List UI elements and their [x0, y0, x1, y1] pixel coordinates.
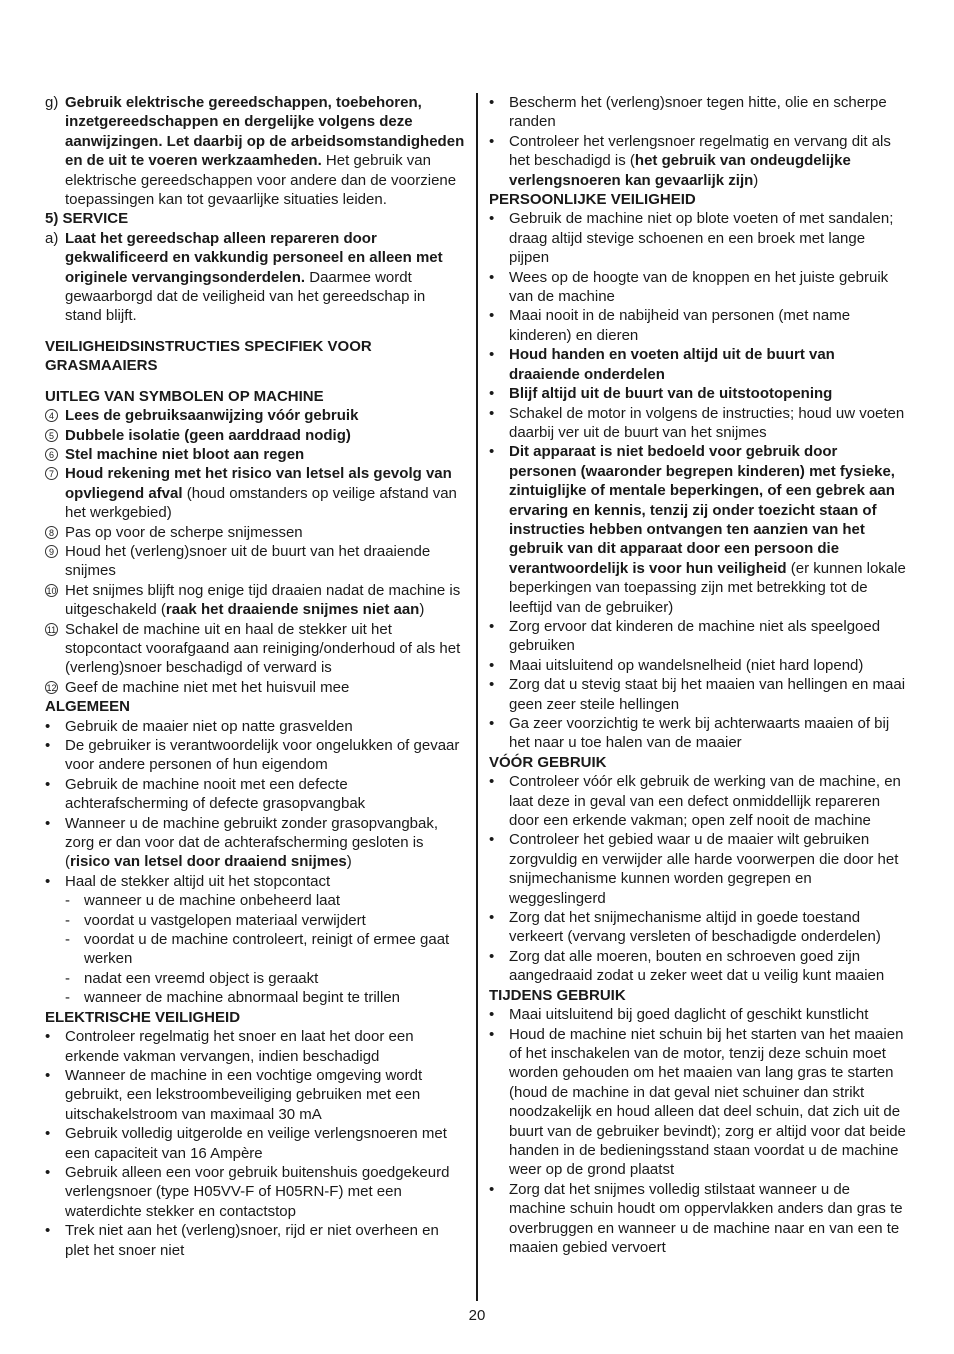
bullet-item	[45, 775, 465, 814]
service-heading: 5) SERVICE	[45, 210, 129, 228]
item-text: Bescherm het (verleng)snoer tegen hitte, olie en scherpe randen	[509, 94, 887, 131]
item-text: Zorg ervoor dat kinderen de machine niet als speelgoed gebruiken	[509, 617, 881, 655]
item-text: Controleer regelmatig het snoer en laat het door een erkende vakman vervangen, indien beschadigd	[65, 1028, 414, 1065]
item-bold: het gebruik van ondeugdelijke verlengsnoeren kan gevaarlijk zijn	[509, 152, 851, 189]
bullet-icon: •	[489, 307, 495, 325]
circled-number: 8	[45, 526, 58, 539]
item-bold: Dit apparaat is niet bedoeld voor gebruik door personen (waaronder begrepen kinderen) met fysieke, zintuiglijke of mentale beperkingen, of een gebrek aan ervaring en kennis, tenzij zij onder toezicht staan of instructies hebben ontvangen ten aanzien van het gebruik van dit apparaat door een persoon die verantwoordelijk is voor hun veiligheid	[509, 443, 895, 577]
bullet-item	[489, 268, 909, 307]
item-text: nadat een vreemd object is geraakt	[84, 969, 319, 987]
bullet-item	[45, 1066, 465, 1124]
item-text: Zorg dat alle moeren, bouten en schroeven goed zijn aangedraaid zodat u zeker weet dat u veilig kunt maaien	[509, 947, 885, 985]
item-text: Zorg dat het snijmechanisme altijd in goede toestand verkeert (vervang versleten of beschadigde onderdelen)	[509, 909, 881, 946]
item-text: Gebruik de maaier niet op natte grasvelden	[65, 717, 353, 735]
dash-icon: -	[65, 892, 70, 910]
algemeen-heading: ALGEMEEN	[45, 698, 131, 716]
bullet-item	[489, 772, 909, 830]
item-text: Maai nooit in de nabijheid van personen (met name kinderen) en dieren	[509, 307, 851, 344]
symbol-item	[45, 620, 465, 678]
circled-number: 11	[46, 624, 57, 635]
bullet-icon: •	[45, 1125, 51, 1143]
symbol-item	[45, 678, 465, 697]
item-text: Wanneer u de machine gebruikt zonder grasopvangbak, zorg er dan voor dat de achterafscherming gesloten is (	[65, 814, 439, 871]
item-text: Zorg dat het snijmes volledig stilstaat wanneer u de machine schuin houdt om oppervlakken anders dan gras te overbruggen en wanneer u de machine naar en van een te maaien gebied vervoert	[509, 1180, 903, 1256]
right-column	[489, 93, 909, 1257]
bullet-icon: •	[489, 268, 495, 286]
item-a	[45, 229, 465, 326]
item-text: Maai uitsluitend bij goed daglicht of geschikt kunstlicht	[509, 1006, 869, 1024]
bullet-item	[45, 1124, 465, 1163]
item-text: )	[419, 601, 425, 619]
bullet-icon: •	[489, 617, 495, 635]
bullet-item	[489, 656, 909, 675]
item-text: voordat u vastgelopen materiaal verwijdert	[84, 911, 366, 929]
circled-number: 12	[46, 682, 57, 693]
item-text: Ga zeer voorzichtig te werk bij achterwaarts maaien of bij het naar u toe halen van de maaier	[509, 715, 890, 752]
left-column	[45, 93, 465, 1260]
item-bold: raak het draaiende snijmes niet aan	[165, 601, 420, 619]
item-bold: Laat het gereedschap alleen repareren door gekwalificeerd en vakkundig personeel en alleen met originele vervangingsonderdelen.	[65, 229, 443, 286]
bullet-icon: •	[489, 773, 495, 791]
circled-number: 10	[46, 585, 57, 596]
bullet-item	[489, 306, 909, 345]
item-bold: Lees de gebruiksaanwijzing vóór gebruik	[65, 407, 359, 425]
elektrisch-heading: ELEKTRISCHE VEILIGHEID	[45, 1008, 241, 1026]
bullet-item	[489, 1025, 909, 1180]
symbol-item	[45, 445, 465, 464]
item-text: )	[346, 853, 352, 871]
item-text: Pas op voor de scherpe snijmessen	[65, 523, 303, 541]
bullet-icon: •	[489, 385, 495, 403]
item-bold: Dubbele isolatie (geen aarddraad nodig)	[65, 426, 351, 444]
bullet-icon: •	[45, 872, 51, 890]
bullet-item	[489, 93, 909, 132]
bullet-item	[489, 947, 909, 986]
item-text: Het snijmes blijft nog enige tijd draaien nadat de machine is uitgeschakeld (	[65, 581, 461, 619]
bullet-item	[489, 830, 909, 908]
bullet-icon: •	[489, 132, 495, 150]
item-text: Houd de machine niet schuin bij het starten van het maaien of het inschakelen van de motor, tenzij deze schuin moet worden gehouden om het maaien van lang gras te starten (houd de machine in dat geval niet schuiner dan strikt noodzakelijk en houd alleen dat deel schuin, dat zich uit de buurt van de gebruiker bevindt); zorg er altijd voor dat beide handen in de bedieningsstand staan voordat u de machine weer op de grond plaatst	[509, 1025, 906, 1179]
item-bold: risico van letsel door draaiend snijmes	[70, 853, 347, 871]
voor-heading: VÓÓR GEBRUIK	[489, 753, 607, 771]
bullet-item	[45, 1221, 465, 1260]
item-text: Geef de machine niet met het huisvuil mee	[65, 678, 350, 696]
symbol-item	[45, 581, 465, 620]
item-text: Daarmee wordt gewaarborgd dat de veiligheid van het gereedschap in stand blijft.	[65, 268, 426, 325]
bullet-icon: •	[45, 775, 51, 793]
bullet-item	[489, 617, 909, 656]
item-bold: Blijf altijd uit de buurt van de uitstootopening	[509, 385, 833, 403]
bullet-icon: •	[489, 715, 495, 732]
item-text: Trek niet aan het (verleng)snoer, rijd er niet overheen en plet het snoer niet	[65, 1222, 439, 1259]
persoonlijk-heading: PERSOONLIJKE VEILIGHEID	[489, 191, 696, 209]
item-marker: g)	[45, 94, 59, 111]
item-text: Gebruik de machine nooit met een defecte achterafscherming of defecte grasopvangbak	[65, 775, 366, 813]
bullet-icon: •	[489, 94, 495, 111]
circled-number: 7	[45, 467, 58, 480]
bullet-item	[489, 714, 909, 753]
bullet-item	[45, 814, 465, 872]
dash-icon: -	[65, 969, 70, 987]
page-number: 20	[468, 1307, 486, 1324]
bullet-icon: •	[45, 1066, 51, 1084]
item-text: Gebruik de machine niet op blote voeten of met sandalen; draag altijd stevige schoenen en een broek met lange pijpen	[509, 210, 894, 267]
bullet-icon: •	[45, 1163, 51, 1181]
bullet-icon: •	[489, 346, 495, 364]
bullet-item	[489, 345, 909, 384]
bullet-icon: •	[45, 717, 51, 735]
dash-item	[45, 930, 465, 969]
specific-heading: VEILIGHEIDSINSTRUCTIES SPECIFIEK VOOR GRASMAAIERS	[45, 337, 372, 375]
bullet-item	[489, 384, 909, 403]
circled-number: 6	[45, 448, 58, 461]
bullet-icon: •	[45, 1222, 51, 1240]
item-text: Maai uitsluitend op wandelsnelheid (niet hard lopend)	[509, 656, 864, 674]
bullet-item	[489, 442, 909, 617]
circled-number: 9	[45, 545, 58, 558]
symbol-item	[45, 523, 465, 542]
bullet-item	[489, 908, 909, 947]
item-text: Gebruik alleen een voor gebruik buitenshuis goedgekeurd verlengsnoer (type H05VV-F of H05RN-F) met een waterdichte stekker en contactstop	[65, 1163, 450, 1220]
item-g	[45, 93, 465, 209]
column-divider	[476, 93, 478, 1301]
bullet-icon: •	[489, 676, 495, 694]
bullet-icon: •	[489, 404, 495, 422]
bullet-icon: •	[489, 831, 495, 849]
item-text: wanneer u de machine onbeheerd laat	[84, 892, 341, 910]
item-text: Het gebruik van elektrische gereedschappen voor andere dan de voorziene toepassingen kan tot gevaarlijke situaties leiden.	[65, 152, 457, 209]
item-text: Controleer het verlengsnoer regelmatig en vervang dit als het beschadigd is (	[509, 132, 891, 170]
dash-icon: -	[65, 989, 70, 1007]
bullet-item	[489, 404, 909, 443]
bullet-item	[45, 1163, 465, 1221]
symbols-heading: UITLEG VAN SYMBOLEN OP MACHINE	[45, 387, 324, 405]
bullet-icon: •	[489, 1180, 495, 1198]
item-text: )	[753, 171, 759, 189]
item-text: Houd het (verleng)snoer uit de buurt van het draaiende snijmes	[65, 542, 431, 580]
bullet-icon: •	[489, 909, 495, 927]
item-text: Wanneer de machine in een vochtige omgeving wordt gebruikt, een lekstroombeveiliging gebruiken met een uitschakelstroom van maximaal 30 mA	[65, 1066, 423, 1123]
item-bold: Houd handen en voeten altijd uit de buurt van draaiende onderdelen	[509, 346, 835, 383]
item-text: (er kunnen lokale beperkingen van toepassing zijn met betrekking tot de leeftijd van de gebruiker)	[509, 559, 906, 616]
bullet-icon: •	[489, 947, 495, 965]
item-text: Controleer vóór elk gebruik de werking van de machine, en laat deze in geval van een defect onmiddellijk repareren door een erkende vakman; open zelf nooit de machine	[509, 773, 901, 830]
bullet-item	[45, 872, 465, 891]
bullet-item	[45, 717, 465, 736]
item-text: (houd omstanders op veilige afstand van het werkgebied)	[65, 484, 457, 522]
bullet-item	[489, 1005, 909, 1024]
item-marker: a)	[45, 229, 59, 247]
item-text: Zorg dat u stevig staat bij het maaien van hellingen en maai geen zeer steile hellingen	[509, 676, 906, 713]
circled-number: 4	[45, 409, 58, 422]
item-text: Wees op de hoogte van de knoppen en het juiste gebruik van de machine	[509, 268, 889, 306]
item-text: wanneer de machine abnormaal begint te trillen	[84, 989, 401, 1007]
bullet-item	[489, 1180, 909, 1258]
bullet-icon: •	[489, 1025, 495, 1043]
dash-icon: -	[65, 911, 70, 929]
symbol-item	[45, 426, 465, 445]
dash-item	[45, 969, 465, 988]
item-text: De gebruiker is verantwoordelijk voor ongelukken of gevaar voor andere personen of hun eigendom	[65, 737, 460, 774]
bullet-item	[489, 675, 909, 714]
bullet-icon: •	[489, 443, 495, 461]
item-bold: Houd rekening met het risico van letsel als gevolg van opvliegend afval	[65, 465, 452, 502]
item-text: voordat u de machine controleert, reinigt of ermee gaat werken	[84, 931, 450, 968]
item-bold: Stel machine niet bloot aan regen	[65, 445, 305, 463]
item-text: Schakel de machine uit en haal de stekker uit het stopcontact voorafgaand aan reiniging/onderhoud of als het (verleng)snoer beschadigd of verward is	[65, 620, 461, 677]
item-text: Gebruik volledig uitgerolde en veilige verlengsnoeren met een capaciteit van 16 Ampère	[65, 1125, 447, 1162]
dash-icon: -	[65, 931, 70, 949]
bullet-icon: •	[45, 814, 51, 832]
bullet-icon: •	[45, 737, 51, 754]
symbol-item	[45, 542, 465, 581]
symbol-item	[45, 406, 465, 425]
dash-item	[45, 988, 465, 1007]
bullet-item	[45, 736, 465, 775]
bullet-item	[489, 209, 909, 267]
item-text: Haal de stekker altijd uit het stopcontact	[65, 872, 331, 890]
circled-number: 5	[45, 429, 58, 442]
item-text: Schakel de motor in volgens de instructies; houd uw voeten daarbij ver uit de buurt van het snijmes	[509, 404, 905, 441]
item-bold: Gebruik elektrische gereedschappen, toebehoren, inzetgereedschappen en dergelijke volgens deze aanwijzingen. Let daarbij op de arbeidsomstandigheden en de uit te voeren werkzaamheden.	[65, 94, 465, 170]
bullet-icon: •	[45, 1028, 51, 1046]
item-text: Controleer het gebied waar u de maaier wilt gebruiken zorgvuldig en verwijder alle harde voorwerpen die door het snijmechanisme kunnen worden gegrepen en weggeslingerd	[509, 831, 899, 907]
bullet-icon: •	[489, 656, 495, 674]
bullet-item	[489, 132, 909, 190]
bullet-icon: •	[489, 1006, 495, 1024]
bullet-item	[45, 1027, 465, 1066]
tijdens-heading: TIJDENS GEBRUIK	[489, 986, 626, 1004]
symbol-item	[45, 464, 465, 522]
dash-item	[45, 891, 465, 910]
dash-item	[45, 911, 465, 930]
bullet-icon: •	[489, 210, 495, 228]
